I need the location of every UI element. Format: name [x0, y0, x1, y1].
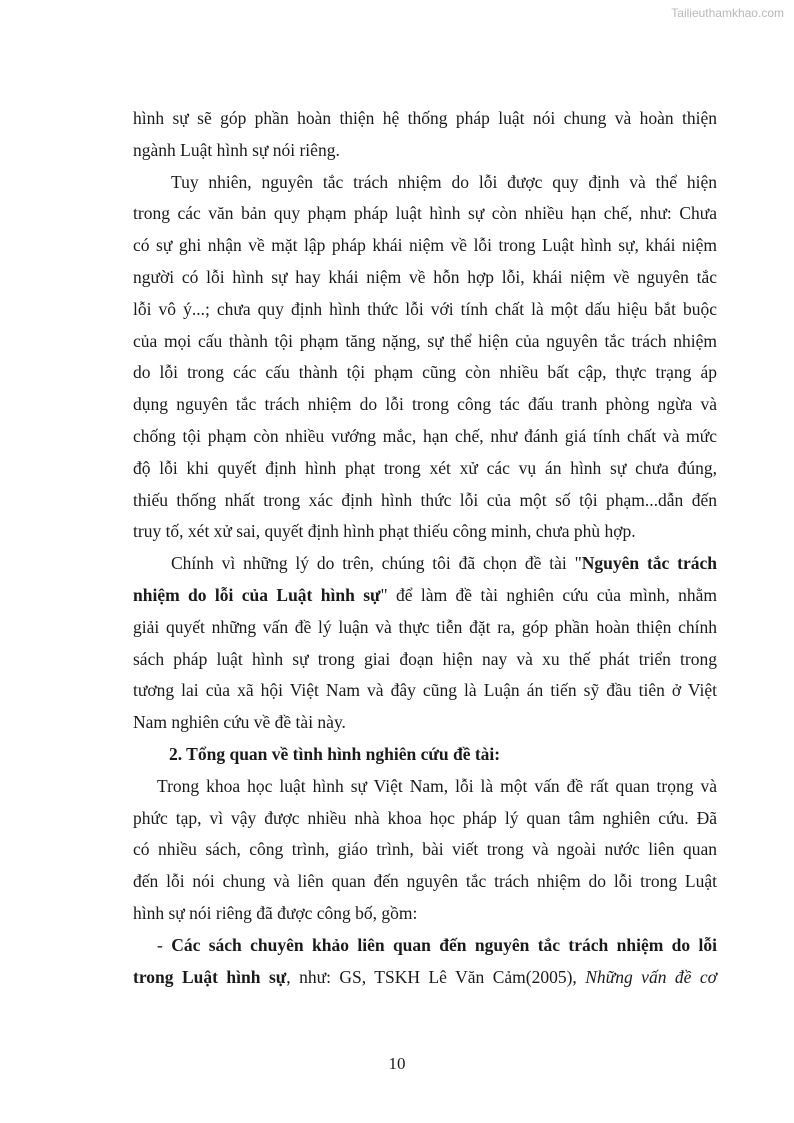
text-line: Tuy nhiên, nguyên tắc trách nhiệm do lỗi được quy định và thể hiện: [171, 171, 717, 192]
italic-run: Những vấn đề cơ: [585, 966, 718, 987]
text-line: hình sự nói riêng đã được công bố, gồm:: [133, 902, 418, 923]
bold-run: Các sách chuyên khảo liên quan đến nguyên tắc trách nhiệm do lỗi: [171, 934, 717, 955]
text-line: [133, 962, 717, 994]
text-line: dụng nguyên tắc trách nhiệm do lỗi trong công tác đấu tranh phòng ngừa và: [133, 394, 717, 415]
text-line: ngành Luật hình sự nói riêng.: [133, 139, 340, 160]
text-line: phức tạp, vì vậy được nhiều nhà khoa học pháp lý quan tâm nghiên cứu. Đã: [133, 807, 717, 828]
text-line: có sự ghi nhận về mặt lập pháp khái niệm về lỗi trong Luật hình sự, khái niệm: [133, 235, 717, 256]
text-line: trong các văn bản quy phạm pháp luật hình sự còn nhiều hạn chế, như: Chưa: [133, 203, 717, 224]
text-run: -: [157, 934, 172, 955]
text-line: giải quyết những vấn đề lý luận và thực tiễn đặt ra, góp phần hoàn thiện chính: [133, 616, 717, 637]
text-line: Trong khoa học luật hình sự Việt Nam, lỗi là một vấn đề rất quan trọng và: [157, 775, 717, 796]
text-line: [133, 930, 717, 962]
page-number: 10: [388, 1054, 406, 1073]
text-line: đến lỗi nói chung và liên quan đến nguyên tắc trách nhiệm do lỗi trong Luật: [133, 871, 717, 892]
watermark: Tailieuthamkhao.com: [671, 6, 784, 20]
thesis-title-bold: nhiệm do lỗi của Luật hình sự: [133, 584, 381, 605]
text-run: " để làm đề tài nghiên cứu của mình, nhằm: [380, 584, 717, 605]
text-line: hình sự sẽ góp phần hoàn thiện hệ thống pháp luật nói chung và hoàn thiện: [133, 108, 717, 128]
text-line: lỗi vô ý...; chưa quy định hình thức lỗi với tính chất là một dấu hiệu bắt buộc: [133, 298, 717, 319]
text-run: , như: GS, TSKH Lê Văn Cảm(2005),: [286, 966, 586, 987]
text-run: Chính vì những lý do trên, chúng tôi đã chọn đề tài ": [171, 553, 582, 574]
text-line: người có lỗi hình sự hay khái niệm về hỗn hợp lỗi, khái niệm về nguyên tắc: [133, 266, 717, 287]
text-line: truy tố, xét xử sai, quyết định hình phạt thiếu công minh, chưa phù hợp.: [133, 521, 636, 542]
text-line: thiếu thống nhất trong xác định hình thức lỗi của một số tội phạm...dẫn đến: [133, 489, 717, 510]
text-line: [133, 580, 717, 612]
text-line: độ lỗi khi quyết định hình phạt trong xét xử các vụ án hình sự chưa đúng,: [133, 457, 717, 478]
text-line: chống tội phạm còn nhiều vướng mắc, hạn chế, như đánh giá tính chất và mức: [133, 425, 717, 446]
thesis-title-bold: Nguyên tắc trách: [581, 553, 717, 574]
text-line: [133, 548, 717, 580]
bold-run: trong Luật hình sự: [133, 966, 287, 987]
document-body: [133, 103, 717, 993]
text-line: tương lai của xã hội Việt Nam và đây cũng là Luận án tiến sỹ đầu tiên ở Việt: [133, 680, 717, 701]
section-heading: [133, 739, 717, 771]
text-line: Nam nghiên cứu về đề tài này.: [133, 712, 346, 733]
text-line: do lỗi trong các cấu thành tội phạm cũng còn nhiều bất cập, thực trạng áp: [133, 362, 717, 383]
text-line: của mọi cấu thành tội phạm tăng nặng, sự thể hiện của nguyên tắc trách nhiệm: [133, 330, 717, 351]
section-heading-text: 2. Tổng quan về tình hình nghiên cứu đề tài:: [169, 743, 501, 764]
text-line: có nhiều sách, công trình, giáo trình, bài viết trong và ngoài nước liên quan: [133, 839, 717, 860]
text-line: sách pháp luật hình sự trong giai đoạn hiện nay và xu thế phát triển trong: [133, 648, 717, 669]
